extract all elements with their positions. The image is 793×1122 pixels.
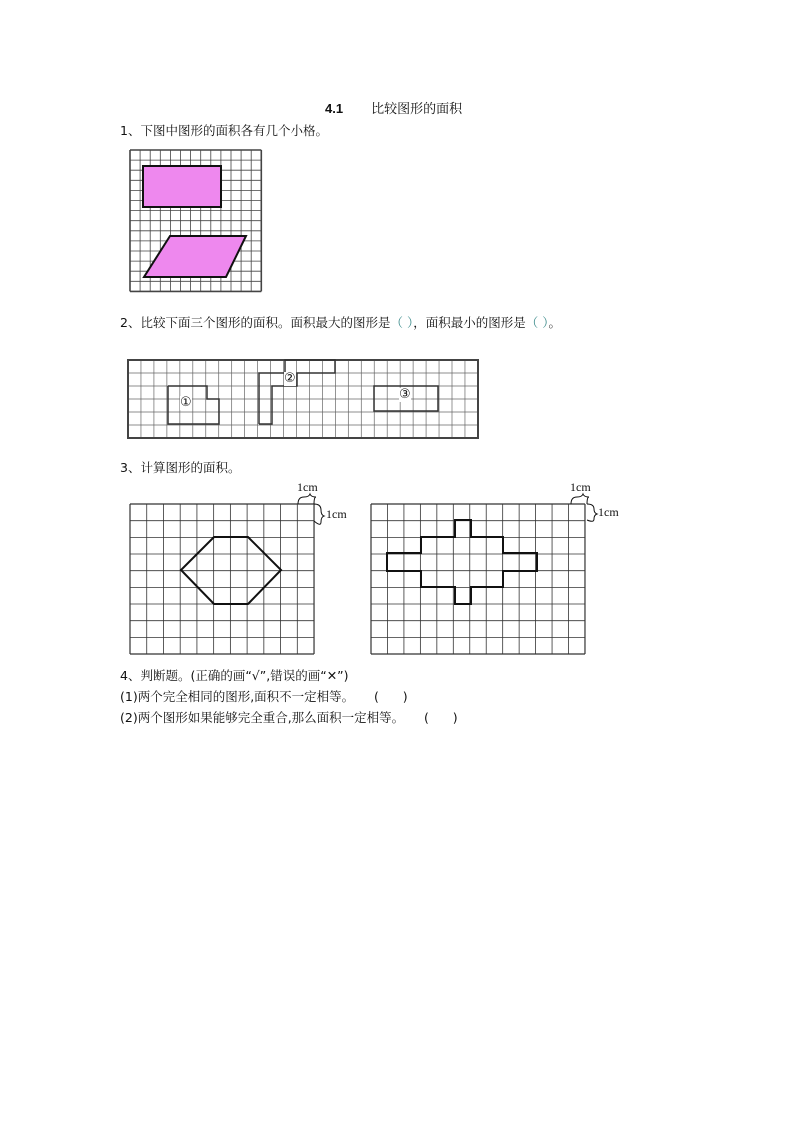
shape-label-3: ③ <box>399 387 411 402</box>
shape-label-1: ① <box>180 395 192 410</box>
question-4-text: 4、判断题。(正确的画“√”,错误的画“✕”) <box>120 668 349 683</box>
q2-shape-1 <box>168 386 219 424</box>
judgment-item-1[interactable]: (1)两个完全相同的图形,面积不一定相等。 ( ) <box>120 689 408 704</box>
unit-brace-horizontal-left <box>298 494 316 504</box>
section-title: 比较图形的面积 <box>371 102 463 117</box>
q1-rectangle <box>143 166 221 207</box>
q2-text-part-c: 。 <box>548 315 561 330</box>
unit-label-vertical-right: 1cm <box>598 505 619 519</box>
q3-grid-right <box>371 504 585 654</box>
shape-label-2: ② <box>284 371 296 386</box>
section-number: 4.1 <box>325 101 344 116</box>
judgment-item-2[interactable]: (2)两个图形如果能够完全重合,那么面积一定相等。 ( ) <box>120 710 458 725</box>
q3-grid-left <box>130 504 314 654</box>
answer-blank-smallest[interactable]: （ ） <box>525 315 549 330</box>
question-1-text: 1、下图中图形的面积各有几个小格。 <box>120 123 328 138</box>
unit-label-horizontal-right: 1cm <box>570 480 591 494</box>
unit-brace-horizontal-right <box>571 494 589 504</box>
q2-text-part-a: 2、比较下面三个图形的面积。面积最大的图形是 <box>120 315 391 330</box>
answer-blank-largest[interactable]: （ ） <box>390 315 414 330</box>
question-3-text: 3、计算图形的面积。 <box>120 460 241 475</box>
unit-brace-vertical-left <box>314 504 324 524</box>
question-2-text <box>120 313 561 331</box>
unit-brace-vertical-right <box>587 504 597 521</box>
unit-label-horizontal-left: 1cm <box>297 480 318 494</box>
q2-text-part-b: ，面积最小的图形是 <box>413 315 526 330</box>
unit-label-vertical-left: 1cm <box>326 507 347 521</box>
q3-cross-shape <box>387 520 537 604</box>
